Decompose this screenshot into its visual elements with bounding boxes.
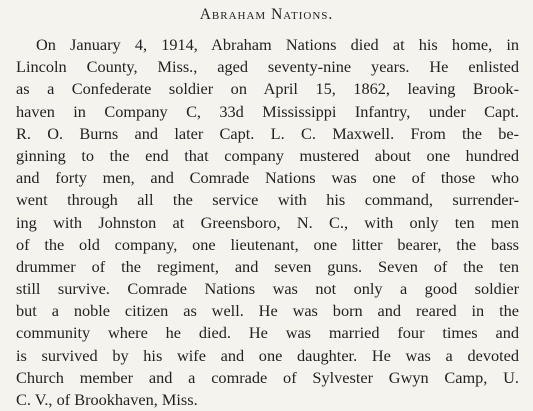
body-line: On January 4, 1914, Abraham Nations died at his home, in [36, 35, 519, 54]
body-line: of the old company, one lieutenant, one litter bearer, the bass [16, 234, 519, 254]
body-line: ginning to the end that company mustered about one hundred [16, 145, 519, 165]
body-line: but a noble citizen as well. He was born and reared in the [16, 301, 519, 321]
body-line: R. O. Burns and later Capt. L. C. Maxwell. From the be- [16, 123, 519, 143]
article-body [16, 34, 519, 411]
body-line: Lincoln County, Miss., aged seventy-nine years. He enlisted [16, 57, 519, 77]
body-line: still survive. Comrade Nations was not only a good soldier [16, 279, 519, 299]
body-line: community where he died. He was married four times and [16, 323, 519, 343]
body-line: drummer of the regiment, and seven guns. Seven of the ten [16, 256, 519, 276]
body-line: went through all the service with his command, surrender- [16, 190, 519, 210]
body-line: haven in Company C, 33d Mississippi Infantry, under Capt. [16, 101, 519, 121]
body-line: as a Confederate soldier on April 15, 1862, leaving Brook- [16, 79, 519, 99]
body-line: is survived by his wife and one daughter. He was a devoted [16, 345, 519, 365]
body-line: C. V., of Brookhaven, Miss. [16, 390, 198, 409]
body-line: ing with Johnston at Greensboro, N. C., with only ten men [16, 212, 519, 232]
body-line: Church member and a comrade of Sylvester Gwyn Camp, U. [16, 367, 519, 387]
article-title: Abraham Nations. [199, 6, 334, 23]
body-line: and forty men, and Comrade Nations was one of those who [16, 168, 519, 188]
